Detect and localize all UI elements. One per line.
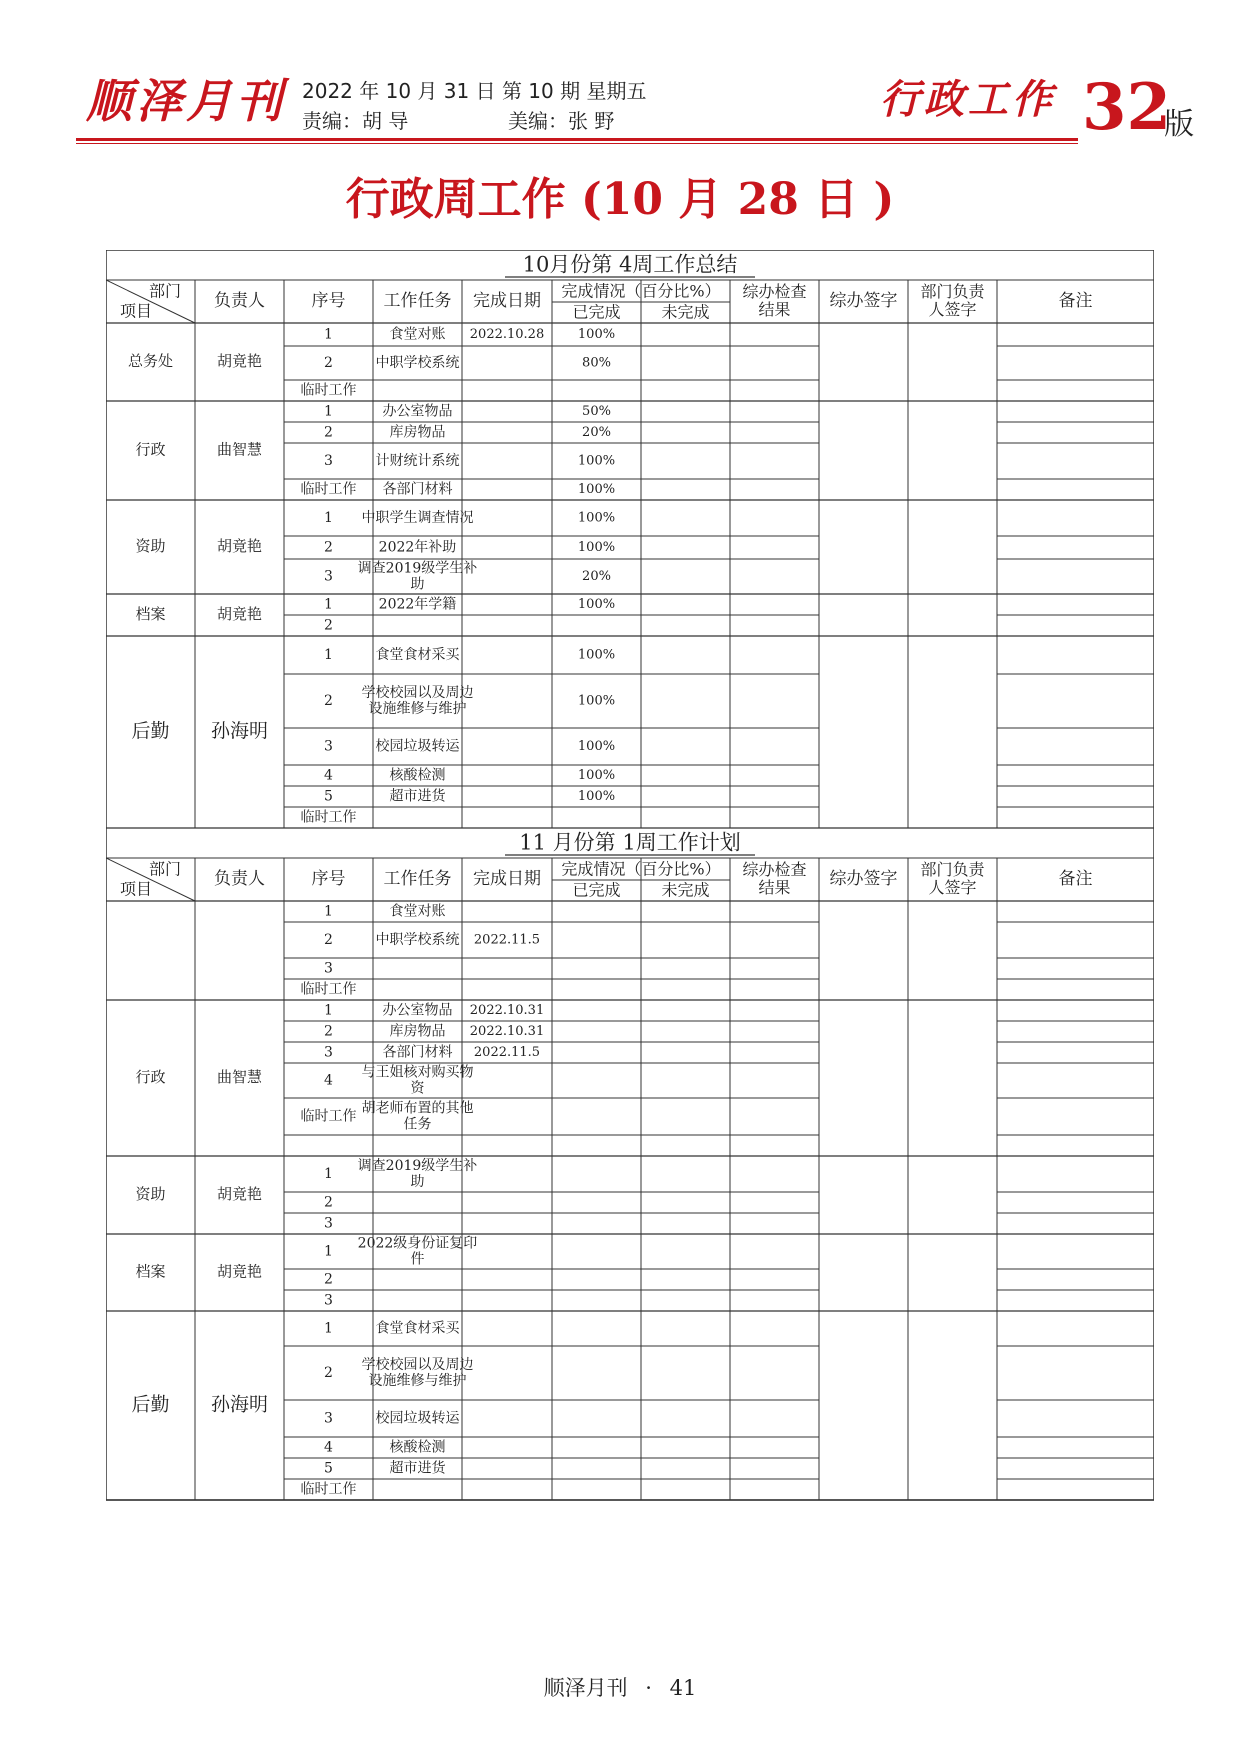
- seq-cell: 2: [324, 539, 333, 556]
- dept-cell: 资助: [135, 1185, 166, 1203]
- header-head-sign: 人签字: [928, 878, 977, 897]
- header-person: 负责人: [214, 291, 265, 311]
- header-check: 结果: [758, 300, 791, 319]
- task-cell: 调查2019级学生补: [357, 1158, 478, 1174]
- task-cell: 校园垃圾转运: [375, 1410, 460, 1427]
- header-person: 负责人: [214, 869, 265, 889]
- seq-cell: 3: [324, 738, 333, 755]
- seq-cell: 1: [324, 1320, 333, 1337]
- person-cell: 曲智慧: [216, 440, 263, 459]
- footer-page-number: 41: [669, 1676, 697, 1700]
- header-status: 完成情况（百分比%）: [561, 281, 721, 301]
- done-cell: 100%: [577, 647, 616, 663]
- header-dept: 部门: [148, 281, 182, 301]
- done-cell: 20%: [582, 569, 611, 584]
- seq-cell: 2: [324, 693, 333, 709]
- header-undone: 未完成: [661, 302, 710, 322]
- task-cell: 中职学校系统: [375, 932, 460, 948]
- seq-cell: 2: [324, 1194, 333, 1211]
- seq-cell: 4: [324, 1072, 333, 1089]
- header-dept: 部门: [148, 859, 182, 879]
- designer-credit: 美编：张 野: [508, 109, 615, 133]
- header-seq: 序号: [311, 869, 346, 889]
- footer-separator: ·: [645, 1676, 652, 1700]
- seq-cell: 临时工作: [300, 481, 357, 498]
- header-date: 完成日期: [473, 291, 541, 311]
- seq-cell: 3: [324, 453, 333, 469]
- header-head-sign: 部门负责: [920, 282, 985, 301]
- seq-cell: 2: [324, 355, 333, 371]
- task-cell: 超市进货: [389, 788, 446, 805]
- work-table: [106, 250, 1154, 1656]
- date-cell: 2022.10.28: [469, 327, 545, 342]
- header-task: 工作任务: [383, 291, 452, 311]
- seq-cell: 3: [324, 960, 333, 977]
- header-check: 综办检查: [742, 860, 807, 879]
- seq-cell: 4: [324, 767, 333, 784]
- task-cell: 各部门材料: [382, 1044, 453, 1061]
- header-note: 备注: [1058, 291, 1093, 311]
- task-cell: 计财统计系统: [375, 453, 460, 469]
- dept-cell: 资助: [135, 537, 166, 555]
- seq-cell: 2: [324, 424, 333, 441]
- task-cell: 2022级身份证复印: [357, 1235, 478, 1252]
- dept-cell: 档案: [135, 605, 166, 623]
- header-task: 工作任务: [383, 869, 452, 889]
- seq-cell: 3: [324, 568, 333, 585]
- done-cell: 100%: [577, 693, 616, 709]
- header-sign: 综办签字: [829, 869, 898, 889]
- seq-cell: 1: [324, 1002, 333, 1019]
- task-cell: 助: [410, 576, 425, 593]
- seq-cell: 1: [324, 596, 333, 613]
- person-cell: 胡竟艳: [216, 1185, 263, 1203]
- header-item: 项目: [119, 301, 153, 321]
- seq-cell: 1: [324, 326, 333, 343]
- task-cell: 库房物品: [389, 1023, 446, 1040]
- done-cell: 50%: [582, 404, 611, 419]
- dept-cell: 总务处: [127, 352, 174, 370]
- task-cell: 核酸检测: [389, 767, 446, 784]
- done-cell: 100%: [577, 789, 616, 804]
- done-cell: 100%: [577, 768, 616, 783]
- task-cell: 件: [410, 1251, 425, 1268]
- date-cell: 2022.10.31: [469, 1024, 545, 1039]
- header-rule-thin: [76, 143, 1078, 144]
- header-done: 已完成: [572, 302, 621, 322]
- dept-cell: 后勤: [131, 720, 170, 742]
- task-cell: 2022年补助: [378, 539, 457, 556]
- task-cell: 任务: [403, 1116, 432, 1133]
- done-cell: 100%: [577, 482, 616, 497]
- task-cell: 资: [410, 1080, 425, 1097]
- date-cell: 2022.11.5: [473, 932, 541, 948]
- task-cell: 食堂食材采买: [375, 647, 460, 663]
- done-cell: 100%: [577, 739, 616, 754]
- person-cell: 孙海明: [210, 720, 269, 742]
- header-sign: 综办签字: [829, 291, 898, 311]
- task-cell: 设施维修与维护: [368, 1373, 467, 1389]
- seq-cell: 1: [324, 1166, 333, 1182]
- seq-cell: 1: [324, 1243, 333, 1260]
- work-table-grid: [106, 250, 1154, 1656]
- done-cell: 100%: [577, 327, 616, 342]
- person-cell: 胡竟艳: [216, 605, 263, 623]
- task-cell: 学校校园以及周边: [361, 1357, 474, 1373]
- done-cell: 100%: [577, 453, 616, 469]
- seq-cell: 1: [324, 903, 333, 920]
- task-cell: 学校校园以及周边: [361, 685, 474, 701]
- seq-cell: 5: [324, 1460, 333, 1477]
- task-cell: 食堂食材采买: [375, 1320, 460, 1337]
- section-title: 11 月份第 1周工作计划: [519, 830, 741, 855]
- dept-cell: 行政: [135, 440, 166, 459]
- seq-cell: 5: [324, 788, 333, 805]
- task-cell: 与王姐核对购买物: [361, 1064, 474, 1081]
- person-cell: 胡竟艳: [216, 1262, 263, 1281]
- header-note: 备注: [1058, 869, 1093, 889]
- seq-cell: 3: [324, 1044, 333, 1061]
- task-cell: 中职学校系统: [375, 355, 460, 371]
- done-cell: 100%: [577, 540, 616, 555]
- person-cell: 孙海明: [210, 1393, 269, 1416]
- done-cell: 100%: [577, 510, 616, 526]
- dept-cell: 行政: [135, 1068, 166, 1086]
- task-cell: 办公室物品: [382, 403, 453, 420]
- task-cell: 核酸检测: [389, 1439, 446, 1456]
- seq-cell: 2: [324, 617, 333, 634]
- seq-cell: 临时工作: [300, 382, 357, 399]
- seq-cell: 2: [324, 1023, 333, 1040]
- task-cell: 调查2019级学生补: [357, 560, 478, 577]
- section-title: 10月份第 4周工作总结: [522, 252, 738, 277]
- task-cell: 食堂对账: [389, 903, 446, 920]
- seq-cell: 临时工作: [300, 1481, 357, 1498]
- page-title: 行政周工作 (10 月 28 日 ): [345, 174, 895, 225]
- header-item: 项目: [119, 879, 153, 899]
- header-date: 完成日期: [473, 869, 541, 889]
- dept-cell: 后勤: [131, 1393, 170, 1416]
- dept-cell: 档案: [135, 1262, 166, 1281]
- seq-cell: 1: [324, 403, 333, 420]
- task-cell: 设施维修与维护: [368, 701, 467, 717]
- seq-cell: 3: [324, 1292, 333, 1309]
- header-check: 综办检查: [742, 282, 807, 301]
- page-number: 32: [1082, 70, 1172, 145]
- header-seq: 序号: [311, 291, 346, 311]
- issue-date: 2022 年 10 月 31 日 第 10 期 星期五: [302, 79, 647, 103]
- person-cell: 胡竟艳: [216, 537, 263, 555]
- date-cell: 2022.11.5: [473, 1045, 541, 1060]
- header-check: 结果: [758, 878, 791, 897]
- seq-cell: 3: [324, 1215, 333, 1232]
- task-cell: 库房物品: [389, 424, 446, 441]
- footer-journal: 顺泽月刊: [543, 1676, 628, 1700]
- task-cell: 办公室物品: [382, 1002, 453, 1019]
- task-cell: 食堂对账: [389, 326, 446, 343]
- task-cell: 2022年学籍: [378, 596, 457, 613]
- task-cell: 校园垃圾转运: [375, 738, 460, 755]
- done-cell: 100%: [577, 597, 616, 612]
- seq-cell: 临时工作: [300, 981, 357, 998]
- seq-cell: 2: [324, 1271, 333, 1288]
- page-unit: 版: [1164, 107, 1194, 142]
- header-rule: [76, 138, 1078, 141]
- seq-cell: 临时工作: [300, 809, 357, 826]
- seq-cell: 临时工作: [300, 1108, 357, 1125]
- task-cell: 中职学生调查情况: [361, 510, 474, 526]
- done-cell: 80%: [582, 355, 611, 371]
- seq-cell: 2: [324, 1365, 333, 1381]
- editor-credit: 责编：胡 导: [302, 109, 409, 133]
- header-undone: 未完成: [661, 880, 710, 900]
- header-status: 完成情况（百分比%）: [561, 859, 721, 879]
- person-cell: 胡竟艳: [216, 352, 263, 370]
- date-cell: 2022.10.31: [469, 1003, 545, 1018]
- section-name: 行政工作: [880, 76, 1056, 123]
- task-cell: 各部门材料: [382, 481, 453, 498]
- task-cell: 胡老师布置的其他: [361, 1100, 474, 1117]
- seq-cell: 1: [324, 510, 333, 526]
- task-cell: 助: [410, 1174, 425, 1190]
- header-done: 已完成: [572, 880, 621, 900]
- seq-cell: 2: [324, 932, 333, 948]
- done-cell: 20%: [582, 425, 611, 440]
- seq-cell: 4: [324, 1439, 333, 1456]
- seq-cell: 1: [324, 647, 333, 663]
- journal-name: 顺泽月刊: [86, 74, 286, 128]
- person-cell: 曲智慧: [216, 1068, 263, 1086]
- seq-cell: 3: [324, 1410, 333, 1427]
- issue-info: [302, 76, 646, 136]
- page-footer: [0, 1672, 1240, 1702]
- task-cell: 超市进货: [389, 1460, 446, 1477]
- header-head-sign: 人签字: [928, 300, 977, 319]
- header-head-sign: 部门负责: [920, 860, 985, 879]
